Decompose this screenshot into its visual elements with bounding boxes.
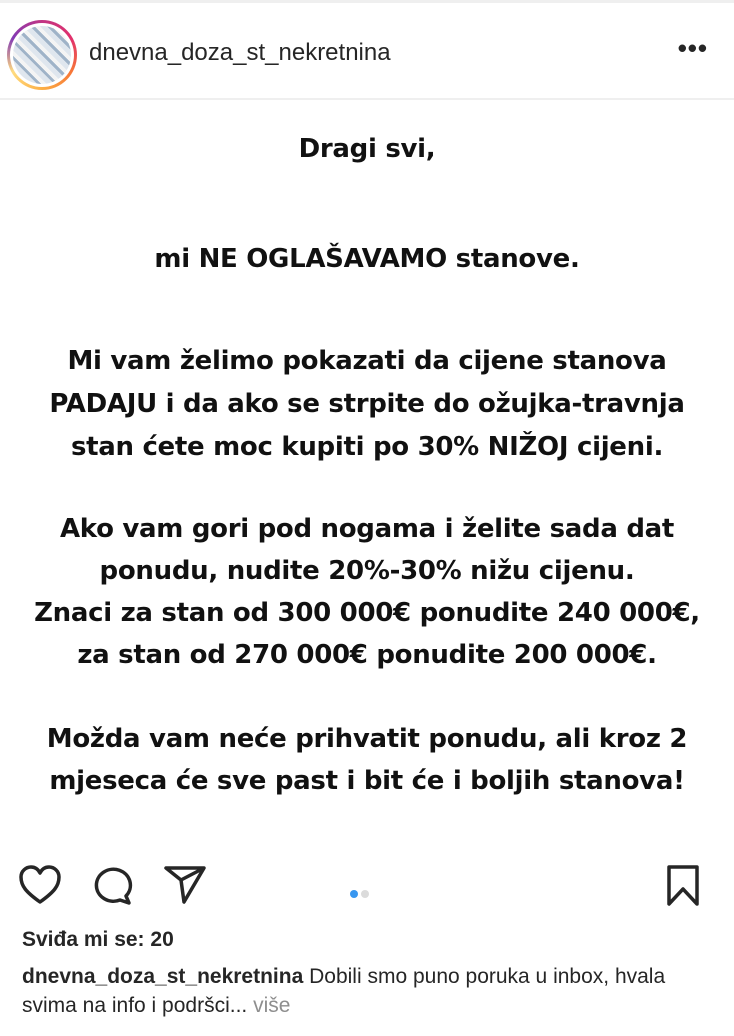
action-bar xyxy=(0,860,734,910)
comment-icon[interactable] xyxy=(92,864,134,906)
post-image xyxy=(0,100,734,845)
post-text-line: za stan od 270 000€ ponudite 200 000€. xyxy=(77,640,657,670)
post-text-line: Ako vam gori pod nogama i želite sada dat xyxy=(59,514,675,544)
post-text-line: Dragi svi, xyxy=(298,134,436,164)
caption-text: Dobili smo puno poruka u inbox, hvala svima na info i podršci... xyxy=(22,965,666,1017)
post-text-line: Znaci za stan od 300 000€ ponudite 240 000€, xyxy=(34,598,700,628)
post-text-line: Mi vam želimo pokazati da cijene stanova xyxy=(67,346,667,376)
carousel-dot-active xyxy=(350,890,358,898)
share-icon[interactable] xyxy=(163,864,207,906)
avatar[interactable] xyxy=(7,20,77,90)
heart-icon[interactable] xyxy=(18,864,62,906)
bookmark-icon[interactable] xyxy=(666,864,700,908)
caption xyxy=(22,962,712,1020)
more-horizontal-icon[interactable]: ••• xyxy=(677,33,708,63)
post-text-line: mjeseca će sve past i bit će i boljih stanova! xyxy=(49,766,685,796)
caption-username[interactable]: dnevna_doza_st_nekretnina xyxy=(22,965,304,988)
post-text-line: Možda vam neće prihvatit ponudu, ali kroz 2 xyxy=(46,724,688,754)
username-link[interactable]: dnevna_doza_st_nekretnina xyxy=(89,39,391,66)
post-header xyxy=(0,0,734,100)
post-text-line: stan ćete moc kupiti po 30% NIŽOJ cijeni. xyxy=(70,432,664,462)
carousel-dot xyxy=(361,890,369,898)
post-text-line: PADAJU i da ako se strpite do ožujka-travnja xyxy=(49,389,685,419)
likes-count[interactable]: Sviđa mi se: 20 xyxy=(22,928,174,951)
post-text-line: ponudu, nudite 20%-30% nižu cijenu. xyxy=(99,556,635,586)
carousel-indicator xyxy=(350,885,372,903)
more-link[interactable]: više xyxy=(247,994,291,1017)
post-text-line: mi NE OGLAŠAVAMO stanove. xyxy=(154,244,580,274)
